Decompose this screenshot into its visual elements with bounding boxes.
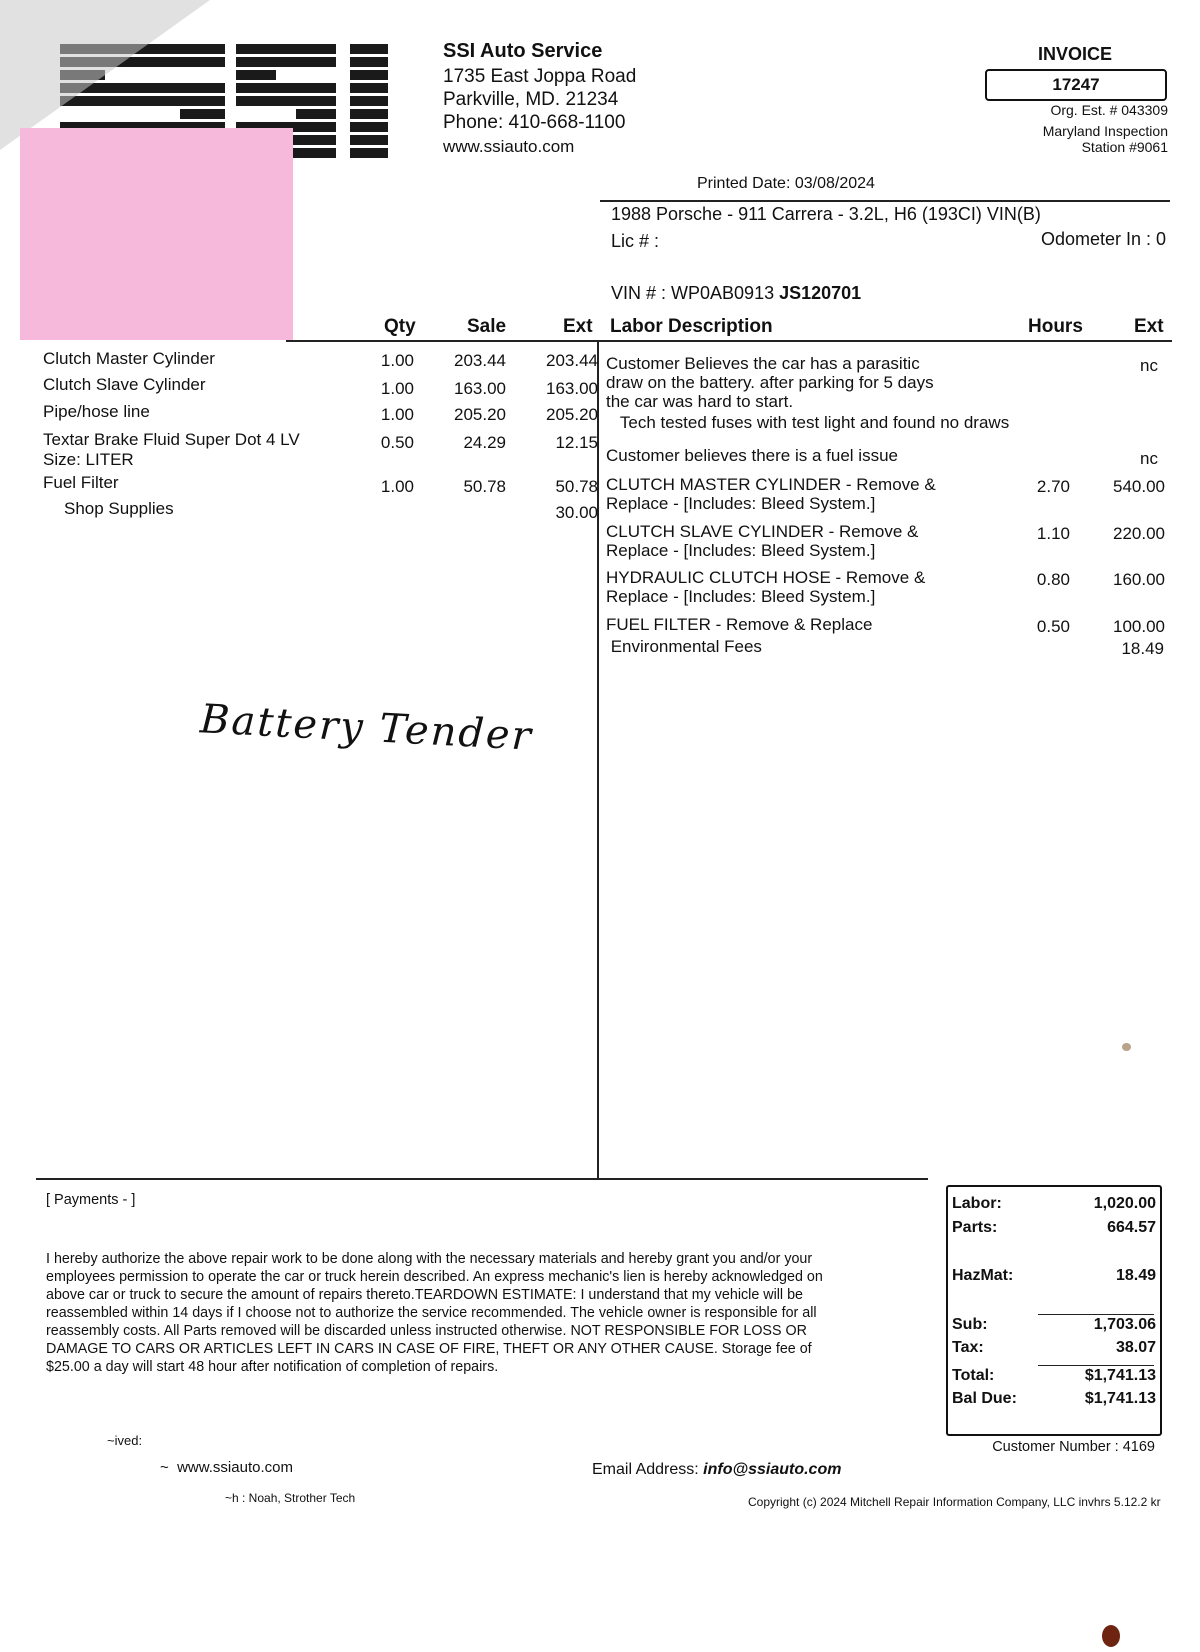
- part-desc: Fuel Filter: [43, 473, 119, 492]
- total-label: Parts:: [952, 1219, 998, 1236]
- parts-header-qty: Qty: [384, 316, 416, 337]
- invoice-label: INVOICE: [1038, 44, 1113, 64]
- labor-line: Customer believes there is a fuel issue: [606, 446, 898, 465]
- inspection-line-1: Maryland Inspection: [1042, 123, 1168, 139]
- labor-desc: [606, 568, 925, 606]
- company-website: www.ssiauto.com: [443, 137, 575, 156]
- license-number: Lic # :: [611, 231, 660, 251]
- vehicle-description: 1988 Porsche - 911 Carrera - 3.2L, H6 (193CI) VIN(B): [611, 204, 1041, 224]
- labor-ext-fee: 18.49: [1121, 639, 1164, 658]
- labor-line: FUEL FILTER - Remove & Replace: [606, 615, 873, 634]
- total-label: Total:: [952, 1367, 995, 1384]
- total-label: Labor:: [952, 1195, 1002, 1212]
- email-value[interactable]: info@ssiauto.com: [703, 1461, 842, 1478]
- auth-line: employees permission to operate the car or truck herein described. An express mechanic's lien is hereby acknowledged on: [46, 1269, 823, 1285]
- labor-hours: 0.80: [1036, 570, 1070, 589]
- company-phone: Phone: 410-668-1100: [443, 112, 626, 133]
- labor-line: draw on the battery. after parking for 5 days: [606, 373, 934, 392]
- company-address-1: 1735 East Joppa Road: [443, 66, 637, 87]
- labor-hours: 2.70: [1036, 477, 1070, 496]
- labor-header-ext: Ext: [1134, 316, 1164, 337]
- labor-desc: [606, 446, 898, 466]
- auth-line: reassembly costs. All Parts removed will be discarded unless instructed otherwise. NOT RESPONSIBLE FOR LOSS OR: [46, 1323, 807, 1339]
- part-desc: Shop Supplies: [64, 499, 174, 518]
- table-header-rule: [286, 340, 1172, 342]
- labor-header-desc: Labor Description: [610, 316, 773, 337]
- labor-line: Replace - [Includes: Bleed System.]: [606, 541, 876, 560]
- labor-desc: [606, 614, 872, 658]
- column-divider: [597, 340, 599, 1180]
- odometer-in: Odometer In : 0: [1040, 229, 1166, 249]
- company-name: SSI Auto Service: [443, 40, 603, 62]
- totals-box: [946, 1185, 1162, 1436]
- part-desc: Clutch Master Cylinder: [43, 349, 215, 368]
- printed-date: Printed Date: 03/08/2024: [697, 175, 875, 192]
- vin-label: VIN # :: [611, 283, 672, 303]
- labor-line: Replace - [Includes: Bleed System.]: [606, 587, 876, 606]
- labor-ext: nc: [1140, 356, 1158, 375]
- part-ext: 12.15: [555, 433, 598, 452]
- vin-prefix: WP0AB0913: [671, 283, 780, 303]
- sticky-note: [20, 128, 293, 340]
- part-desc: Pipe/hose line: [43, 402, 150, 421]
- subtotal-rule: [1038, 1314, 1154, 1315]
- handwritten-note: Battery Tender: [199, 696, 534, 760]
- total-label: Sub:: [952, 1316, 988, 1333]
- email-address: [592, 1461, 841, 1479]
- part-ext: 205.20: [546, 405, 598, 424]
- labor-hours: 0.50: [1036, 617, 1070, 636]
- part-desc: Textar Brake Fluid Super Dot 4 LV: [43, 430, 300, 449]
- total-value: 1,020.00: [1093, 1195, 1156, 1212]
- labor-line: Replace - [Includes: Bleed System.]: [606, 494, 876, 513]
- part-desc: Clutch Slave Cylinder: [43, 375, 206, 394]
- part-qty: 1.00: [380, 379, 414, 398]
- labor-header-hours: Hours: [1028, 316, 1083, 337]
- labor-desc: [606, 522, 918, 560]
- balance-due: $1,741.13: [1084, 1390, 1156, 1407]
- header-divider: [600, 200, 1170, 202]
- labor-ext: 100.00: [1113, 617, 1165, 636]
- total-label: Bal Due:: [952, 1390, 1017, 1407]
- auth-line: above car or truck to secure the amount of repairs thereto.TEARDOWN ESTIMATE: I understand that my vehicle will be: [46, 1287, 803, 1303]
- payments: [ Payments - ]: [46, 1192, 136, 1208]
- parts-header-ext: Ext: [563, 316, 593, 337]
- part-ext: 30.00: [555, 503, 598, 522]
- labor-ext: nc: [1140, 449, 1158, 468]
- technician: ~h : Noah, Strother Tech: [225, 1491, 356, 1505]
- total-value: 38.07: [1115, 1339, 1156, 1356]
- invoice-number: 17247: [985, 69, 1167, 101]
- labor-line: HYDRAULIC CLUTCH HOSE - Remove &: [606, 568, 926, 587]
- total-value: 18.49: [1115, 1267, 1156, 1284]
- total-rule: [1038, 1365, 1154, 1366]
- labor-line: Environmental Fees: [606, 637, 762, 656]
- labor-line: Customer Believes the car has a parasitic: [606, 354, 920, 373]
- total-label: HazMat:: [952, 1267, 1014, 1284]
- vin-suffix: JS120701: [779, 283, 862, 303]
- scan-stain: [1102, 1625, 1120, 1647]
- email-label: Email Address:: [592, 1461, 704, 1478]
- total-value: $1,741.13: [1084, 1367, 1156, 1384]
- customer-number: Customer Number : 4169: [992, 1439, 1155, 1455]
- inspection-line-2: Station #9061: [1081, 139, 1168, 155]
- footer-website: ~ www.ssiauto.com: [160, 1459, 293, 1476]
- part-qty: 1.00: [380, 405, 414, 424]
- copyright: Copyright (c) 2024 Mitchell Repair Information Company, LLC invhrs 5.12.2 kr: [748, 1495, 1161, 1509]
- total-label: Tax:: [952, 1339, 984, 1356]
- part-sale: 24.29: [463, 433, 506, 452]
- vin: [611, 283, 861, 304]
- part-ext: 203.44: [546, 351, 598, 370]
- labor-line: CLUTCH SLAVE CYLINDER - Remove &: [606, 522, 919, 541]
- labor-ext: 160.00: [1113, 570, 1165, 589]
- part-qty: 1.00: [380, 477, 414, 496]
- auth-line: $25.00 a day will start 48 hour after notification of completion of repairs.: [46, 1359, 499, 1375]
- parts-header-sale: Sale: [467, 316, 507, 337]
- labor-desc: [606, 354, 1009, 432]
- labor-ext: 220.00: [1113, 524, 1165, 543]
- company-address-2: Parkville, MD. 21234: [443, 89, 619, 110]
- part-sale: 50.78: [463, 477, 506, 496]
- part-sale: 203.44: [454, 351, 506, 370]
- total-value: 664.57: [1107, 1219, 1156, 1236]
- labor-hours: 1.10: [1036, 524, 1070, 543]
- part-ext: 50.78: [555, 477, 598, 496]
- auth-line: reassembled within 14 days if I choose not to authorize the service recommended. The vehicle owner is responsible for all: [46, 1305, 817, 1321]
- received-label: ~ived:: [107, 1433, 143, 1448]
- labor-line: the car was hard to start.: [606, 392, 794, 411]
- footer-rule: [36, 1178, 928, 1180]
- scan-speck: [1122, 1043, 1131, 1051]
- part-qty: 0.50: [380, 433, 414, 452]
- org-est: Org. Est. # 043309: [1050, 102, 1168, 118]
- auth-line: DAMAGE TO CARS OR ARTICLES LEFT IN CARS IN CASE OF FIRE, THEFT OR ANY OTHER CAUSE. Storage fee of: [46, 1341, 812, 1357]
- authorization-text: [46, 1250, 823, 1376]
- part-ext: 163.00: [546, 379, 598, 398]
- auth-line: I hereby authorize the above repair work to be done along with the necessary materials and hereby grant you and/or your: [46, 1251, 813, 1267]
- part-sale: 163.00: [454, 379, 506, 398]
- part-qty: 1.00: [380, 351, 414, 370]
- labor-line: Tech tested fuses with test light and found no draws: [606, 413, 1010, 432]
- labor-ext: 540.00: [1113, 477, 1165, 496]
- labor-line: CLUTCH MASTER CYLINDER - Remove &: [606, 475, 936, 494]
- total-value: 1,703.06: [1093, 1316, 1156, 1333]
- part-desc-2: Size: LITER: [43, 450, 134, 469]
- part-sale: 205.20: [454, 405, 506, 424]
- labor-desc: [606, 475, 936, 513]
